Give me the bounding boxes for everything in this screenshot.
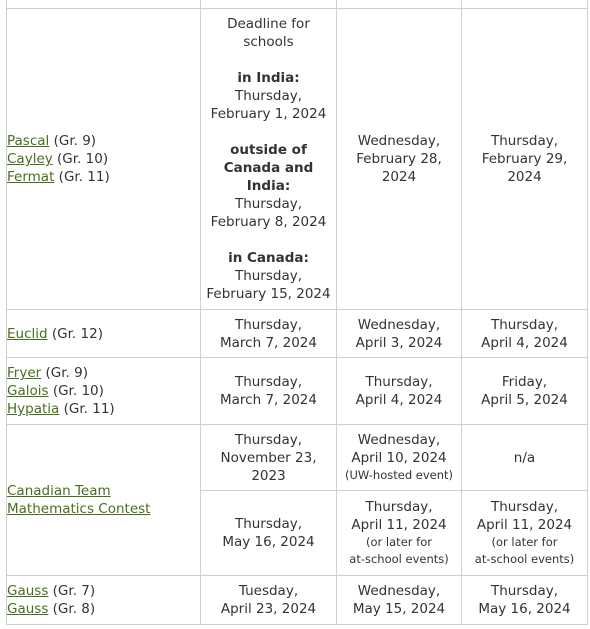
india-label: in India: bbox=[237, 70, 300, 86]
date-line: Thursday, bbox=[490, 316, 559, 333]
grade-label: (Gr. 9) bbox=[45, 365, 88, 381]
euclid-link[interactable]: Euclid bbox=[7, 325, 48, 342]
grade-label: (Gr. 7) bbox=[52, 583, 96, 599]
grade-label: (Gr. 11) bbox=[58, 169, 110, 185]
fermat-link[interactable]: Fermat bbox=[7, 169, 55, 185]
link-text: Canadian Team bbox=[7, 483, 111, 499]
grade-label: (Gr. 8) bbox=[52, 601, 96, 617]
date-line: Thursday, bbox=[234, 516, 303, 532]
date-line: April 10, 2024 bbox=[351, 450, 447, 466]
date-cell bbox=[337, 358, 462, 425]
date-cell bbox=[337, 576, 462, 625]
contest-names-cell bbox=[7, 425, 201, 576]
india-date: February 1, 2024 bbox=[210, 106, 327, 122]
date-line: November 23, bbox=[220, 449, 317, 466]
date-line: Friday, bbox=[501, 374, 548, 390]
contest-names-cell bbox=[7, 576, 201, 625]
date-line: February 29, bbox=[481, 151, 568, 167]
canada-date: February 15, 2024 bbox=[206, 286, 331, 302]
canada-label: in Canada: bbox=[228, 250, 309, 266]
date-line: Thursday, bbox=[234, 316, 303, 333]
gauss-7-link[interactable]: Gauss bbox=[7, 583, 49, 599]
date-line: Thursday, bbox=[365, 374, 433, 390]
date-cell bbox=[462, 425, 588, 491]
date-line: Tuesday, bbox=[238, 583, 299, 599]
date-line: 2023 bbox=[251, 467, 286, 484]
grade-label: (Gr. 10) bbox=[57, 151, 109, 167]
canada-date: Thursday, bbox=[234, 268, 303, 284]
date-line: March 7, 2024 bbox=[220, 392, 317, 408]
contest-entry bbox=[7, 132, 200, 150]
date-note: (or later for bbox=[491, 535, 558, 549]
date-note: at-school events) bbox=[474, 552, 575, 566]
date-cell bbox=[337, 491, 462, 576]
date-line: April 4, 2024 bbox=[481, 334, 568, 351]
date-line: May 16, 2024 bbox=[478, 601, 571, 617]
date-cell bbox=[462, 576, 588, 625]
date-line: Wednesday, bbox=[357, 133, 441, 149]
date-line: April 11, 2024 bbox=[351, 517, 447, 533]
outside-label: Canada and bbox=[223, 160, 314, 176]
table-cell bbox=[462, 0, 588, 9]
contest-entry bbox=[7, 382, 200, 400]
date-line: Wednesday, bbox=[357, 316, 441, 333]
date-line: May 16, 2024 bbox=[222, 534, 315, 550]
date-line: April 11, 2024 bbox=[476, 517, 573, 533]
contest-entry bbox=[7, 364, 200, 382]
outside-date: Thursday, bbox=[234, 196, 303, 212]
date-cell bbox=[337, 9, 462, 310]
date-cell bbox=[462, 358, 588, 425]
date-line: Wednesday, bbox=[357, 432, 441, 448]
gauss-8-link[interactable]: Gauss bbox=[7, 601, 49, 617]
india-date: Thursday, bbox=[234, 88, 303, 104]
date-cell bbox=[462, 310, 588, 358]
table-row-gauss bbox=[7, 576, 588, 625]
deadline-heading: schools bbox=[243, 34, 294, 50]
date-line: April 5, 2024 bbox=[481, 392, 568, 408]
date-note: (UW-hosted event) bbox=[344, 468, 454, 482]
date-line: n/a bbox=[513, 449, 536, 466]
date-line: April 3, 2024 bbox=[355, 334, 443, 351]
date-cell bbox=[201, 491, 337, 576]
date-cell bbox=[337, 425, 462, 491]
date-cell bbox=[462, 9, 588, 310]
table-row-fryer-galois-hypatia bbox=[7, 358, 588, 425]
date-line: March 7, 2024 bbox=[220, 334, 317, 351]
deadline-heading: Deadline for bbox=[227, 16, 310, 32]
date-note: (or later for bbox=[366, 535, 432, 549]
grade-label: (Gr. 11) bbox=[63, 401, 115, 417]
pascal-link[interactable]: Pascal bbox=[7, 133, 50, 149]
date-cell bbox=[462, 491, 588, 576]
contest-entry bbox=[7, 168, 200, 186]
contest-names-cell bbox=[7, 9, 201, 310]
grade-label: (Gr. 9) bbox=[53, 133, 97, 149]
contest-entry bbox=[7, 600, 200, 618]
date-line: Wednesday, bbox=[357, 583, 441, 599]
table-row-pascal-cayley-fermat bbox=[7, 9, 588, 310]
contest-names-cell bbox=[7, 358, 201, 425]
date-line: February 28, bbox=[356, 151, 442, 167]
date-line: May 15, 2024 bbox=[352, 601, 446, 617]
date-line: Thursday, bbox=[490, 133, 559, 149]
date-cell bbox=[337, 310, 462, 358]
outside-label: India: bbox=[246, 178, 291, 194]
ctmc-link[interactable] bbox=[7, 483, 150, 517]
galois-link[interactable]: Galois bbox=[7, 383, 49, 399]
date-line: Thursday, bbox=[365, 499, 433, 515]
grade-label: (Gr. 12) bbox=[51, 325, 103, 342]
deadline-cell bbox=[201, 9, 337, 310]
date-line: 2024 bbox=[507, 169, 542, 185]
date-cell bbox=[201, 425, 337, 491]
contest-entry bbox=[7, 582, 200, 600]
date-cell bbox=[201, 358, 337, 425]
outside-date: February 8, 2024 bbox=[210, 214, 327, 230]
contest-schedule-table bbox=[6, 0, 588, 625]
hypatia-link[interactable]: Hypatia bbox=[7, 401, 60, 417]
table-row-euclid bbox=[7, 310, 588, 358]
date-line: 2024 bbox=[381, 169, 417, 185]
date-line: Thursday, bbox=[490, 499, 559, 515]
fryer-link[interactable]: Fryer bbox=[7, 365, 42, 381]
date-line: Thursday, bbox=[234, 431, 303, 448]
table-row bbox=[7, 0, 588, 9]
date-line: Thursday, bbox=[234, 374, 303, 390]
table-cell bbox=[201, 0, 337, 9]
contest-entry bbox=[7, 400, 200, 418]
table-cell bbox=[337, 0, 462, 9]
link-text: Mathematics Contest bbox=[7, 501, 151, 517]
date-cell bbox=[201, 576, 337, 625]
outside-label: outside of bbox=[230, 142, 307, 158]
date-line: April 4, 2024 bbox=[355, 392, 443, 408]
table-cell bbox=[7, 0, 201, 9]
cayley-link[interactable]: Cayley bbox=[7, 151, 53, 167]
contest-names-cell bbox=[7, 310, 201, 358]
date-line: April 23, 2024 bbox=[220, 601, 317, 617]
date-cell bbox=[201, 310, 337, 358]
contest-entry bbox=[7, 150, 200, 168]
grade-label: (Gr. 10) bbox=[52, 383, 104, 399]
date-note: at-school events) bbox=[349, 552, 449, 566]
table-row-ctmc-a bbox=[7, 425, 588, 491]
date-line: Thursday, bbox=[490, 583, 559, 599]
